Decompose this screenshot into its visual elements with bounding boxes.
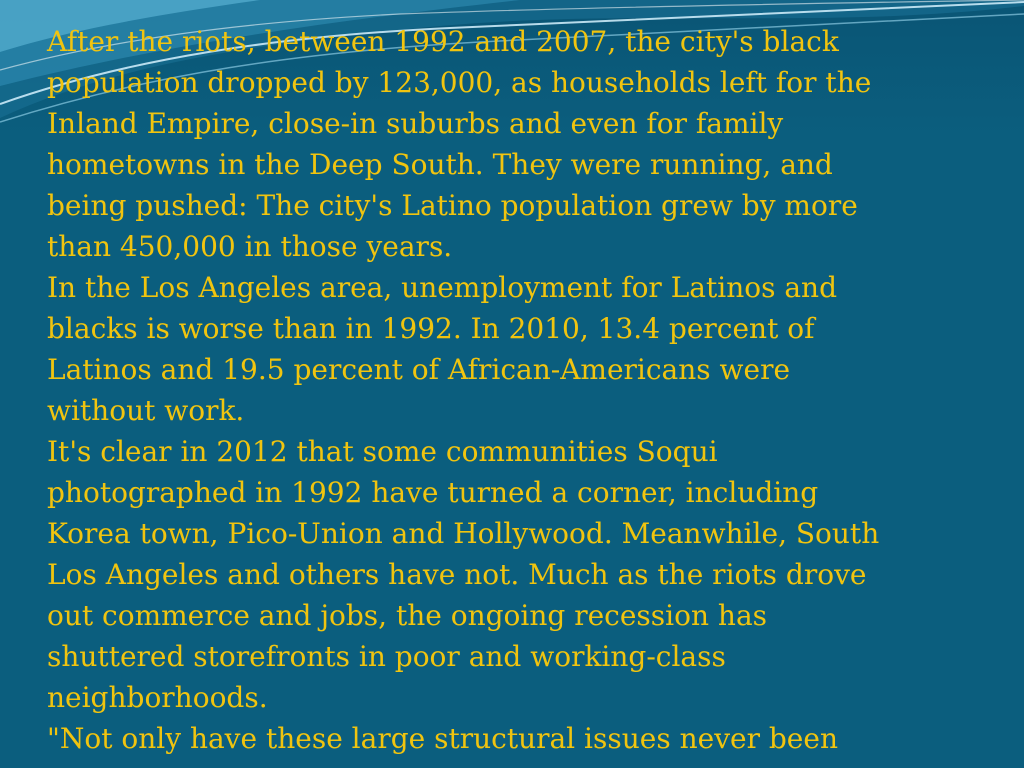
text-line: Los Angeles and others have not. Much as the riots drove <box>47 558 867 591</box>
slide-body-text <box>47 21 1007 759</box>
text-line: without work. <box>47 394 245 427</box>
text-line: Latinos and 19.5 percent of African-Americans were <box>47 353 791 386</box>
text-line: neighborhoods. <box>47 681 268 714</box>
text-line: "Not only have these large structural issues never been <box>47 722 838 755</box>
text-line: blacks is worse than in 1992. In 2010, 13.4 percent of <box>47 312 815 345</box>
text-line: After the riots, between 1992 and 2007, the city's black <box>47 25 839 58</box>
text-line: than 450,000 in those years. <box>47 230 453 263</box>
slide-paragraph-2 <box>47 267 1007 431</box>
slide-paragraph-1 <box>47 21 1007 267</box>
text-line: In the Los Angeles area, unemployment for Latinos and <box>47 271 838 304</box>
text-line: shuttered storefronts in poor and working-class <box>47 640 726 673</box>
text-line: photographed in 1992 have turned a corner, including <box>47 476 819 509</box>
text-line: being pushed: The city's Latino population grew by more <box>47 189 858 222</box>
text-line: hometowns in the Deep South. They were running, and <box>47 148 833 181</box>
slide-paragraph-3 <box>47 431 1007 718</box>
text-line: out commerce and jobs, the ongoing recession has <box>47 599 768 632</box>
slide-paragraph-4 <box>47 718 1007 759</box>
text-line: Inland Empire, close-in suburbs and even for family <box>47 107 784 140</box>
text-line: Korea town, Pico-Union and Hollywood. Meanwhile, South <box>47 517 880 550</box>
text-line: population dropped by 123,000, as households left for the <box>47 66 872 99</box>
text-line: It's clear in 2012 that some communities Soqui <box>47 435 718 468</box>
